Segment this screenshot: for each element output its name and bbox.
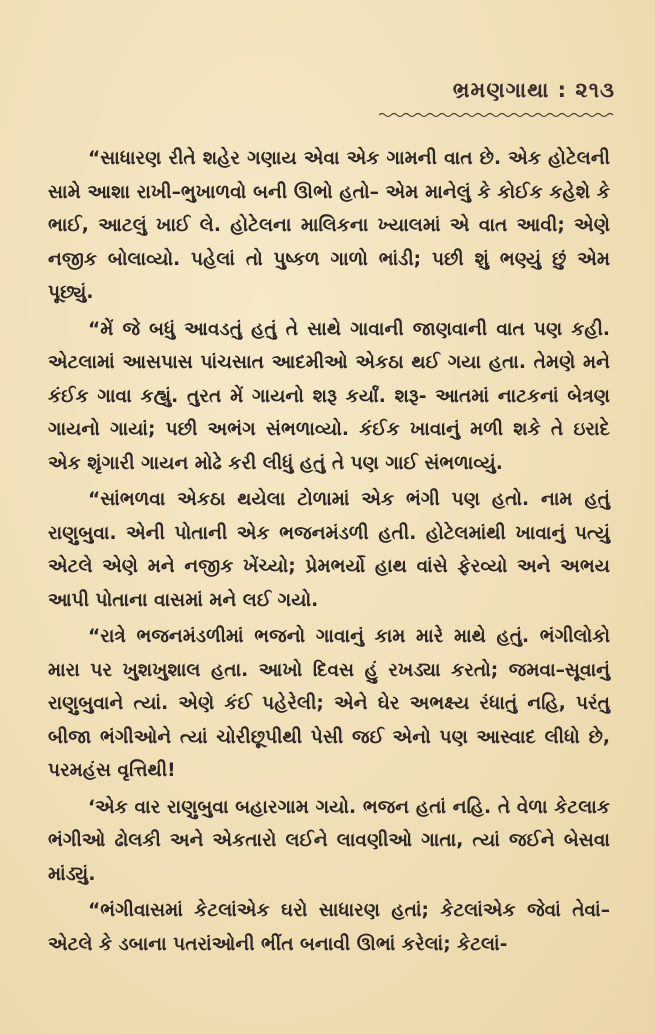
paragraph-1: “સાધારણ રીતે શહેર ગણાય એવા એક ગામની વાત છે. એક હોટેલની સામે આશા રાખી–ભુખાળવો બની ઊભો હતો– એમ માનેલું કે કોઈક કહેશે કે ભાઈ, આટલું ખાઈ લે. હોટેલના માલિકના ખ્યાલમાં એ વાત આવી; એણે નજીક બોલાવ્યો. પહેલાં તો પુષ્કળ ગાળો ભાંડી; પછી શું ભણ્યું છું એમ પૂછ્યું. [48,148,610,303]
paragraph-2: “મેં જે બધું આવડતું હતું તે સાથે ગાવાની જાણવાની વાત પણ કહી. એટલામાં આસપાસ પાંચસાત આદમીઓ એકઠા થઈ ગયા હતા. તેમણે મને કંઈક ગાવા કહ્યું. તુરત મેં ગાયનો શરૂ કર્યાં. શરૂ- આતમાં નાટકનાં બેત્રણ ગાયનો ગાયાં; પછી અભંગ સંભળાવ્યો. કંઈક ખાવાનું મળી શકે તે ઇરાદે એક શૃંગારી ગાયન મોઢે કરી લીધું હતું તે પણ ગાઈ સંભળાવ્યું. [48,318,610,474]
wavy-rule-graphic [379,112,615,118]
running-header [453,78,615,103]
running-title: ભ્રમણગાથા : ૨૧૩ [452,78,615,102]
paragraph-3: “સાંભળવા એકઠા થયેલા ટોળામાં એક ભંગી પણ હતો. નામ હતું રાણુબુવા. એની પોતાની એક ભજનમંડળી હતી. હોટેલમાંથી ખાવાનું પત્યું એટલે એણે મને નજીક ખેંચ્યો; પ્રેમભર્યો હાથ વાંસે ફેરવ્યો અને અભય આપી પોતાના વાસમાં મને લઈ ગયો. [48,489,610,611]
body-text [48,142,610,964]
paragraph-4: “રાત્રે ભજનમંડળીમાં ભજનો ગાવાનું કામ મારે માથે હતું. ભંગીલોકો મારા પર ખુશખુશાલ હતા. આખો દિવસ હું રખડ્યા કરતો; જમવા–સૂવાનું રાણુબુવાને ત્યાં. એણે કંઈ પહેરેલી; એને ઘેર અભક્ષ્ય રંધાતું નહિ, પરંતુ બીજા ભંગીઓને ત્યાં ચોરીછૂપીથી પેસી જઈ એનો પણ આસ્વાદ લીધો છે, પરમહંસ વૃત્તિથી! [48,626,610,781]
paragraph-6: “ભંગીવાસમાં કેટલાંએક ઘરો સાધારણ હતાં; કેટલાંએક જેવાં તેવાં–એટલે કે ડબાના પતરાંઓની ભીંત બનાવી ઊભાં કરેલાં; કેટલાં- [48,900,610,955]
paragraph-5: ‘એક વાર રાણુબુવા બહારગામ ગયો. ભજન હતાં નહિ. તે વેળા કેટલાક ભંગીઓ ઢોલકી અને એકતારો લઈને લાવણીઓ ગાતા, ત્યાં જઈને બેસવા માંડ્યું. [48,796,610,885]
header-wavy-underline [379,112,615,118]
